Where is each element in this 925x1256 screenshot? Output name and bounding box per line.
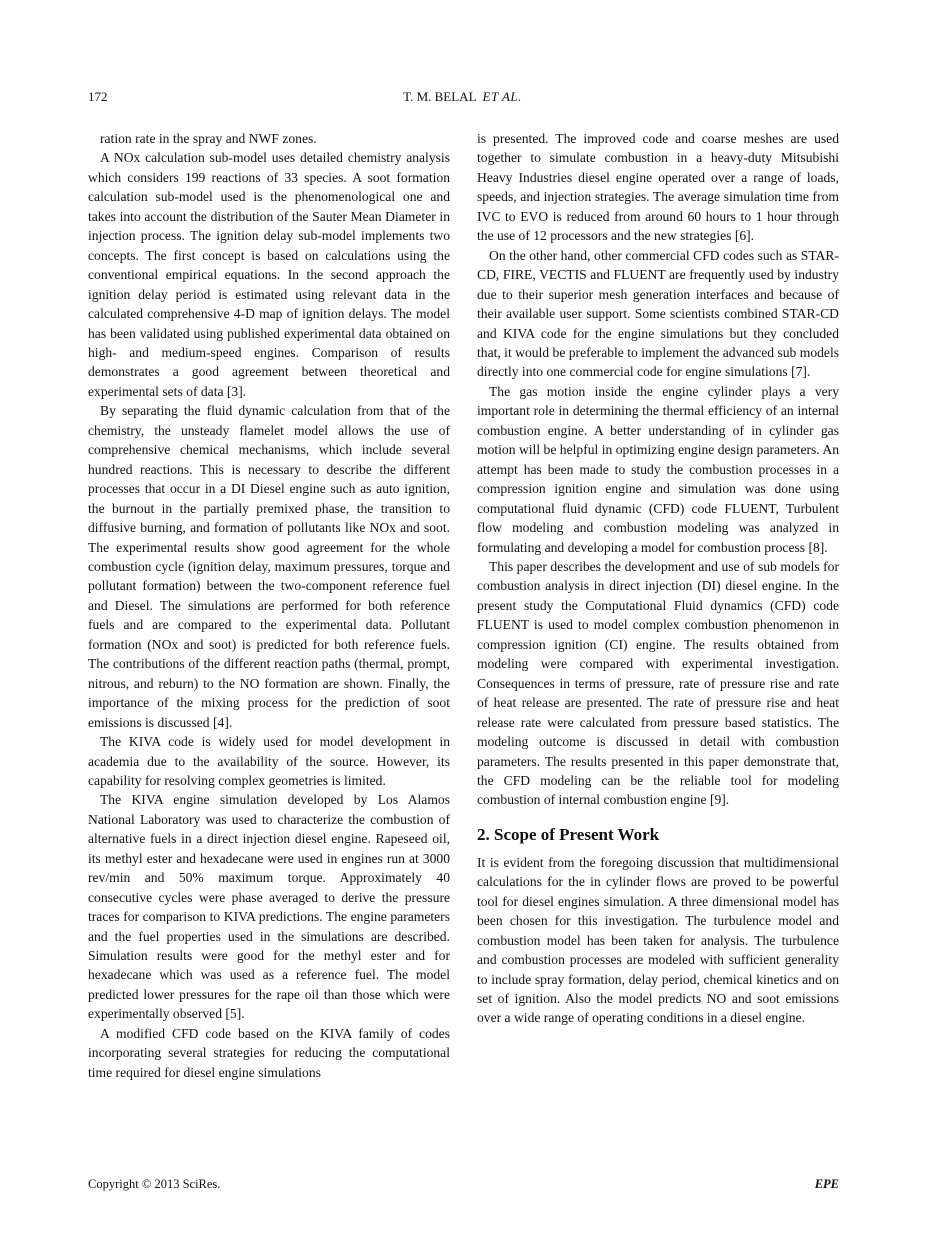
paragraph: A modified CFD code based on the KIVA family of codes incorporating several strategies for reducing the computational time required for diesel engine simulations xyxy=(88,1025,450,1080)
running-header-et-al: ET AL. xyxy=(482,89,522,104)
paragraph: A NOx calculation sub-model uses detailed chemistry analysis which considers 199 reactions of 33 species. A soot formation calculation sub-model used is the phenomenological one and takes into account the distribution of the Sauter Mean Diameter in injection process. The ignition delay sub-model implements two concepts. The first concept is based on calculations using the conventional empirical equations. In the second approach the ignition delay period is estimated using relevant data in the calculated comprehensive 4-D map of ignition delays. The model has been validated using published experimental data obtained on high- and medium-speed engines. Comparison of results demonstrates a good agreement between theoretical and experimental sets of data [3]. xyxy=(88,150,450,399)
paragraph: This paper describes the development and use of sub models for combustion analysis in direct injection (DI) diesel engine. In the present study the Computational Fluid dynamics (CFD) code FLUENT is used to model complex combustion phenomenon in compression ignition (CI) engine. The results obtained from modeling were compared with experimental investigation. Consequences in terms of pressure, rate of pressure rise and rate of heat release are presented. The rate of pressure rise and heat release rate were calculated from pressure based statistics. The modeling outcome is discussed in detail with combustion parameters. The results presented in this paper demonstrate that, the CFD modeling can be the reliable tool for modeling combustion of internal combustion engine [9]. xyxy=(477,558,839,808)
left-column xyxy=(88,129,450,1082)
paragraph: ration rate in the spray and NWF zones. xyxy=(100,131,317,146)
running-header xyxy=(0,89,925,105)
paragraph: The KIVA code is widely used for model development in academia due to the availability of the source. However, its capability for resolving complex geometries is limited. xyxy=(88,734,450,788)
paragraph: The gas motion inside the engine cylinder plays a very important role in determining the thermal efficiency of an internal combustion engine. A better understanding of in cylinder gas motion will be helpful in optimizing engine design parameters. An attempt has been made to study the combustion processes in a compression ignition engine and simulation was done using computational fluid dynamic (CFD) code FLUENT, Turbulent flow modeling and combustion modeling was analyzed in formulating and developing a model for combustion process [8]. xyxy=(477,383,839,555)
paragraph: On the other hand, other commercial CFD codes such as STAR-CD, FIRE, VECTIS and FLUENT are frequently used by industry due to their superior mesh generation interfaces and because of their available user support. Some scientists combined STAR-CD and KIVA code for the engine simulations but they concluded that, it would be preferable to implement the advanced sub models directly into one commercial code for engine simulations [7]. xyxy=(477,247,840,380)
paragraph: It is evident from the foregoing discussion that multidimensional calculations for the in cylinder flows are proved to be powerful tool for diesel engines simulation. A three dimensional model has been chosen for this investigation. The turbulence model and combustion model has been taken for analysis. The turbulence and combustion processes are modeled with sufficient generality to include spray formation, delay period, chemical kinetics and on set of ignition. Also the model predicts NO and soot emissions over a wide range of operating conditions in a diesel engine. xyxy=(477,854,839,1026)
journal-name: EPE xyxy=(814,1177,839,1191)
paragraph: is presented. The improved code and coarse meshes are used together to simulate combustion in a heavy-duty Mitsubishi Heavy Industries diesel engine operated over a range of loads, speeds, and injection strategies. The average simulation time from IVC to EVO is reduced from around 60 hours to 1 hour through the use of 12 processors and the new strategies [6]. xyxy=(477,131,839,244)
running-header-authors: T. M. BELAL xyxy=(403,89,477,104)
page-number: 172 xyxy=(88,89,108,104)
right-column xyxy=(477,129,839,1028)
paragraph: By separating the fluid dynamic calculation from that of the chemistry, the unsteady flamelet model allows the use of comprehensive chemical mechanisms, which include several hundred reactions. This is necessary to describe the different processes that occur in a DI Diesel engine such as auto ignition, the burnout in the partially premixed phase, the transition to diffusive burning, and formation of pollutants like NOx and soot. The experimental results show good agreement for the whole combustion cycle (ignition delay, maximum pressures, torque and pollutant formation) between the two-component reference fuel and Diesel. The simulations are performed for both reference fuels and are compared to the experimental data. Pollutant formation (NOx and soot) is predicted for both reference fuels. The contributions of the different reaction paths (thermal, prompt, nitrous, and reburn) to the NO formation are shown. Finally, the importance of the mixing process for the prediction of soot emissions is discussed [4]. xyxy=(88,403,450,730)
section-heading: 2. Scope of Present Work xyxy=(477,824,660,844)
copyright: Copyright © 2013 SciRes. xyxy=(88,1177,221,1191)
paragraph: The KIVA engine simulation developed by Los Alamos National Laboratory was used to characterize the combustion of alternative fuels in a direct injection diesel engine. Rapeseed oil, its methyl ester and hexadecane were used in engines run at 3000 rev/min and 50% maximum torque. Approximately 40 consecutive cycles were phase averaged to derive the pressure traces for comparison to KIVA predictions. The engine parameters and the fuel properties used in the simulations are described. Simulation results were good for the methyl ester and for hexadecane which was used as a reference fuel. The model predicted lower pressures for the rape oil than those which were experimentally observed [5]. xyxy=(88,792,450,1022)
